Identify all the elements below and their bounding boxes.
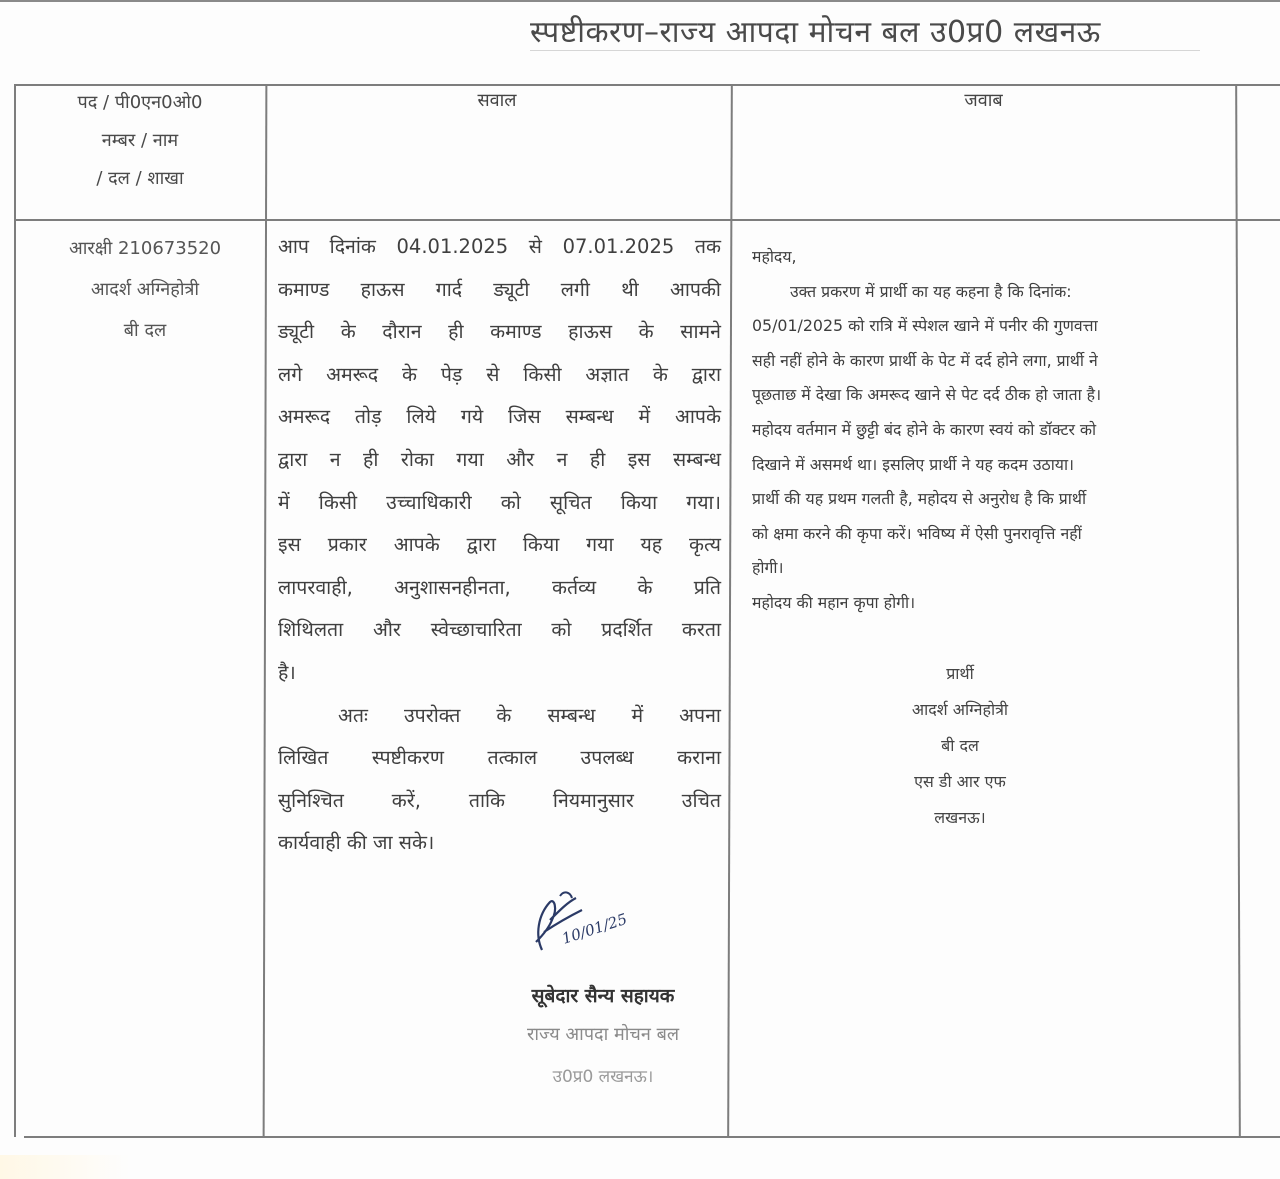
title-underline [530,50,1200,51]
scan-artifact [0,1155,130,1179]
answer-line: को क्षमा करने की कृपा करें। भविष्य में ऐसी पुनरावृत्ति नहीं [752,523,1082,543]
answer-line: पूछताछ में देखा कि अमरूद खाने से पेट दर्द ठीक हो जाता है। [752,385,1102,405]
answer-line: सही नहीं होने के कारण प्रार्थी के पेट में दर्द होने लगा, प्रार्थी ने [752,350,1098,370]
signatory-organization: राज्य आपदा मोचन बल [526,1024,680,1045]
question-line: लगे अमरूद के पेड़ से किसी अज्ञात के द्वारा [278,362,721,386]
header-identity-line-1: पद / पी0एन0ओ0 [77,92,203,113]
applicant-unit: एस डी आर एफ [914,772,1006,791]
answer-line: उक्त प्रकरण में प्रार्थी का यह कहना है कि दिनांक: [790,281,1072,301]
header-identity-line-2: नम्बर / नाम [101,130,179,151]
question-line: सुनिश्चित करें, ताकि नियमानुसार उचित [278,788,721,812]
identity-name: आदर्श अग्निहोत्री [90,279,200,300]
answer-line: दिखाने में असमर्थ था। इसलिए प्रार्थी ने यह कदम उठाया। [752,454,1075,474]
identity-team: बी दल [123,320,167,341]
question-line: आप दिनांक 04.01.2025 से 07.01.2025 तक [278,235,721,258]
question-line: शिथिलता और स्वेच्छाचारिता को प्रदर्शित करता [278,618,721,642]
applicant-block [860,656,1060,836]
answer-line: प्रार्थी की यह प्रथम गलती है, महोदय से अनुरोध है कि प्रार्थी [752,489,1087,509]
answer-line: महोदय वर्तमान में छुट्टी बंद होने के कारण स्वयं को डॉक्टर को [752,419,1097,439]
table-bottom-border [24,1136,1280,1138]
header-row-divider [14,219,1280,221]
question-line: लापरवाही, अनुशासनहीनता, कर्तव्य के प्रति [278,575,721,599]
header-identity-cell [20,84,260,198]
question-line: ड्यूटी के दौरान ही कमाण्ड हाऊस के सामने [278,320,721,344]
signatory-location: उ0प्र0 लखनऊ। [552,1067,654,1087]
question-line: कमाण्ड हाऊस गार्द ड्यूटी लगी थी आपकी [278,277,721,301]
table-left-border [14,84,16,1137]
column-divider-1 [263,84,267,1137]
answer-line: महोदय की महान कृपा होगी। [752,592,916,612]
question-line: अतः उपरोक्त के सम्बन्ध में अपना [338,703,721,727]
question-line: इस प्रकार आपके द्वारा किया गया यह कृत्य [278,533,721,557]
document-title: स्पष्टीकरण–राज्य आपदा मोचन बल उ0प्र0 लखनऊ [530,15,1101,50]
header-answer: जवाब [964,90,1003,111]
header-question: सवाल [477,90,517,111]
question-line: में किसी उच्चाधिकारी को सूचित किया गया। [278,490,721,514]
answer-line: महोदय, [752,247,797,266]
signatory-designation: सूबेदार सैन्य सहायक [531,985,675,1007]
question-line: है। [278,660,296,684]
identity-cell [30,228,260,351]
answer-line: 05/01/2025 को रात्रि में स्पेशल खाने में पनीर की गुणवत्ता [752,316,1098,336]
column-divider-2 [727,84,732,1137]
top-border [0,0,1280,2]
answer-line: होगी। [752,558,784,578]
answer-text [752,240,1227,621]
signature-date: 10/01/25 [559,909,630,948]
identity-rank-number: आरक्षी 210673520 [68,238,222,259]
question-line: लिखित स्पष्टीकरण तत्काल उपलब्ध कराना [278,746,721,770]
applicant-city: लखनऊ। [934,808,986,827]
question-line: अमरूद तोड़ लिये गये जिस सम्बन्ध में आपके [278,405,721,429]
applicant-team: बी दल [941,736,979,755]
applicant-label: प्रार्थी [946,664,974,683]
question-line: द्वारा न ही रोका गया और न ही इस सम्बन्ध [278,447,721,471]
question-text [278,226,721,865]
handwritten-signature [520,880,630,970]
question-line: कार्यवाही की जा सके। [278,831,435,855]
applicant-name: आदर्श अग्निहोत्री [911,700,1009,719]
header-identity-line-3: / दल / शाखा [96,168,184,189]
table-right-border [1235,84,1240,1137]
